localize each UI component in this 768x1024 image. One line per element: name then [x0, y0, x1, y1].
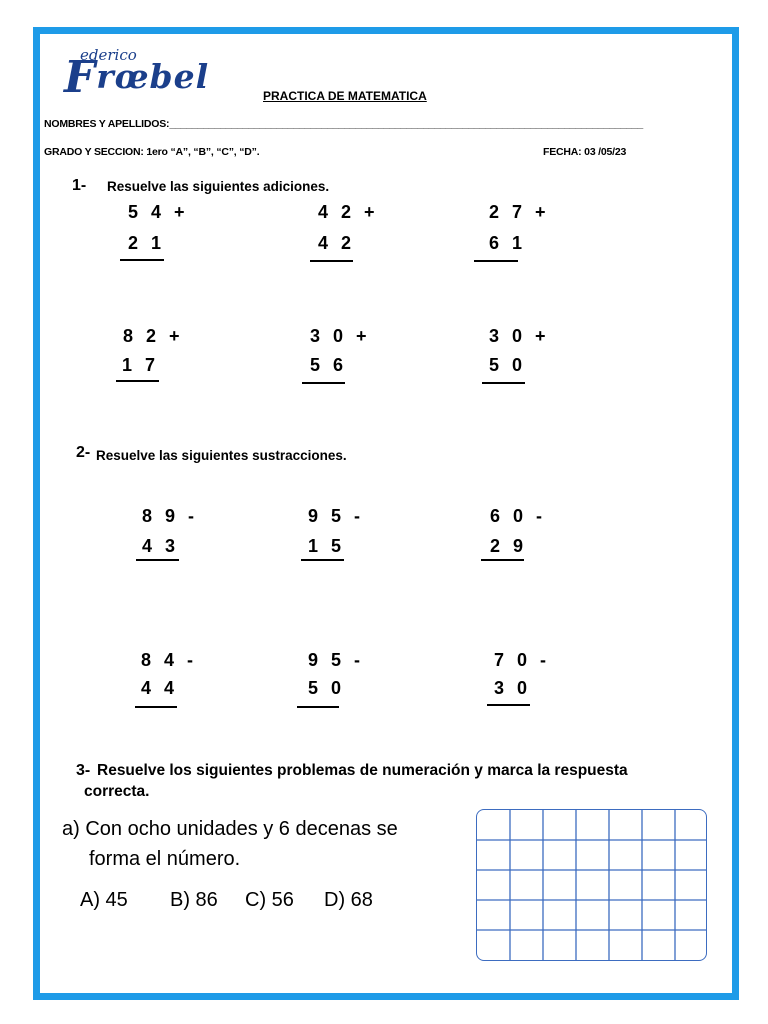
add3-bottom: 6 1 — [489, 233, 527, 253]
sub3-line — [481, 559, 524, 561]
add1-line — [120, 259, 164, 261]
add6-line — [482, 382, 525, 384]
sub2-top: 9 5 - — [308, 506, 365, 526]
add5-bottom: 5 6 — [310, 355, 348, 375]
add6-top: 3 0 + — [489, 326, 550, 346]
section2-number: 2- — [76, 444, 91, 461]
option-c: C) 56 — [245, 889, 294, 911]
logo — [64, 52, 209, 103]
sub5-line — [297, 706, 339, 708]
logo-initial: F — [64, 52, 97, 103]
sub4-bottom: 4 4 — [141, 678, 179, 698]
question-line1: a) Con ocho unidades y 6 decenas se — [62, 818, 398, 840]
option-a: A) 45 — [80, 889, 128, 911]
option-b: B) 86 — [170, 889, 218, 911]
add4-top: 8 2 + — [123, 326, 184, 346]
counting-grid — [476, 809, 707, 961]
add2-bottom: 4 2 — [318, 233, 356, 253]
add4-line — [116, 380, 159, 382]
sub4-line — [135, 706, 177, 708]
add6-bottom: 5 0 — [489, 355, 527, 375]
sub2-bottom: 1 5 — [308, 536, 346, 556]
section3-instruction-line1: Resuelve los siguientes problemas de numeración y marca la respuesta — [97, 762, 628, 779]
sub3-top: 6 0 - — [490, 506, 547, 526]
add1-top: 5 4 + — [128, 202, 189, 222]
add4-bottom: 1 7 — [122, 355, 160, 375]
date-label: FECHA: 03 /05/23 — [543, 146, 627, 158]
section3-instruction-line2: correcta. — [84, 783, 150, 800]
grid-lines — [477, 810, 706, 960]
add2-line — [310, 260, 353, 262]
section1-number: 1- — [72, 177, 87, 194]
sub5-bottom: 5 0 — [308, 678, 346, 698]
grade-section-label: GRADO Y SECCION: 1ero “A”, “B”, “C”, “D”. — [44, 146, 260, 158]
sub6-bottom: 3 0 — [494, 678, 532, 698]
add3-top: 2 7 + — [489, 202, 550, 222]
sub1-line — [136, 559, 179, 561]
sub1-bottom: 4 3 — [142, 536, 180, 556]
sub5-top: 9 5 - — [308, 650, 365, 670]
add3-line — [474, 260, 518, 262]
sub1-top: 8 9 - — [142, 506, 199, 526]
sub6-line — [487, 704, 530, 706]
sub3-bottom: 2 9 — [490, 536, 528, 556]
option-d: D) 68 — [324, 889, 373, 911]
add5-line — [302, 382, 345, 384]
section1-instruction: Resuelve las siguientes adiciones. — [107, 179, 330, 194]
logo-small-text: ederico — [80, 46, 137, 64]
question-line2: forma el número. — [89, 848, 241, 870]
add2-top: 4 2 + — [318, 202, 379, 222]
section3-number: 3- — [76, 762, 91, 779]
sub4-top: 8 4 - — [141, 650, 198, 670]
section2-instruction: Resuelve las siguientes sustracciones. — [96, 448, 347, 463]
sub2-line — [301, 559, 344, 561]
add1-bottom: 2 1 — [128, 233, 166, 253]
sub6-top: 7 0 - — [494, 650, 551, 670]
names-field: NOMBRES Y APELLIDOS:____________________________________________________________________________________ — [44, 118, 644, 130]
page-title: PRACTICA DE MATEMATICA — [263, 89, 427, 103]
add5-top: 3 0 + — [310, 326, 371, 346]
logo-rest: rœbel — [96, 57, 210, 96]
